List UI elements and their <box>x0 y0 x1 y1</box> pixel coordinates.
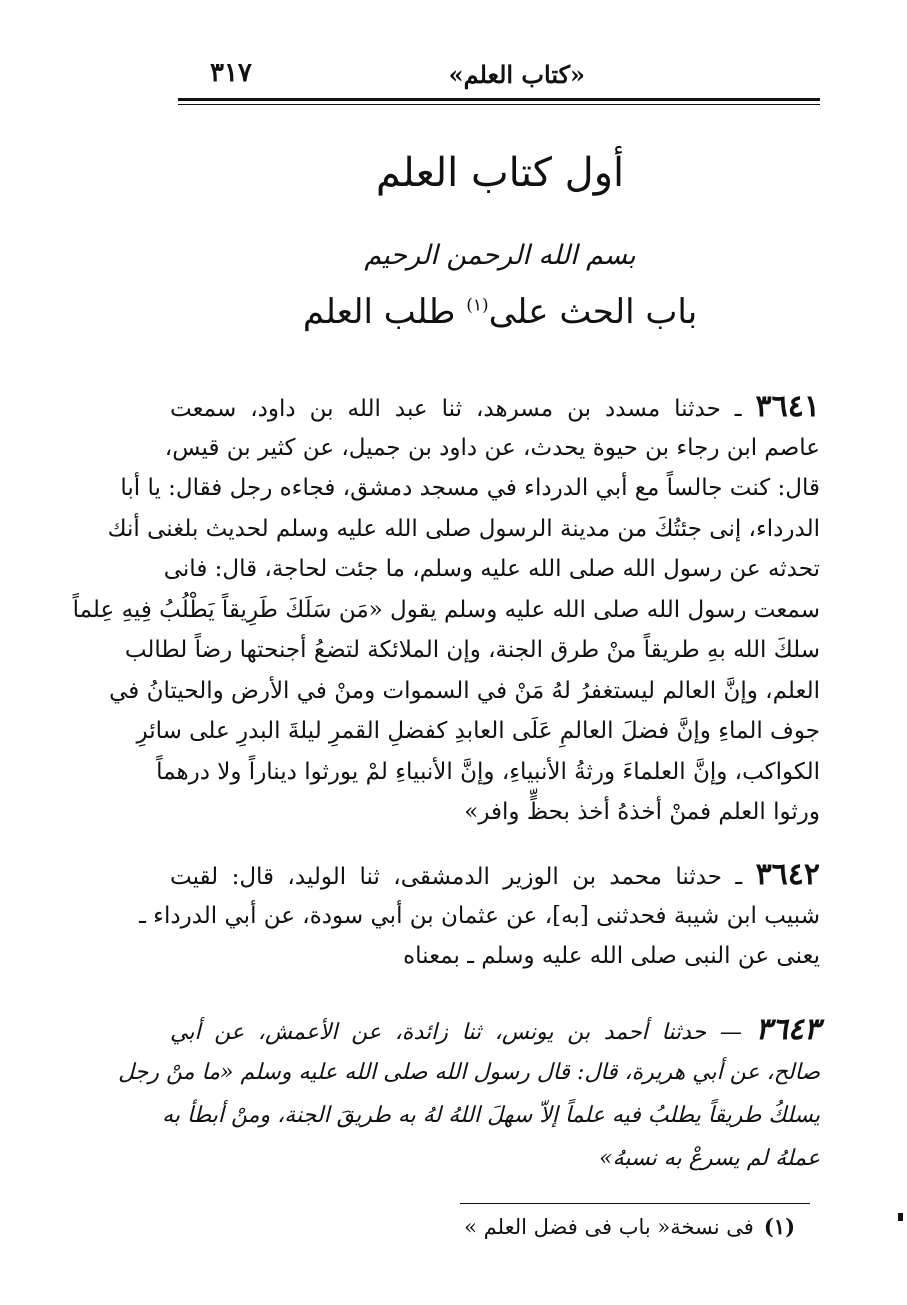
hadith-line: صالح، عن أبي هريرة، قال: قال رسول الله صلى الله عليه وسلم «ما منْ رجل <box>118 1060 820 1085</box>
hadith-text: — حدثنا أحمد بن يونس، ثنا زائدة، عن الأعمش، عن أبي <box>170 1020 742 1045</box>
running-header <box>180 52 820 102</box>
hadith-line: يسلكُ طريقاً يطلبُ فيه علماً إلاّ سهلَ اللهُ لهُ به طريقَ الجنة، ومنْ أبطأ به <box>162 1103 820 1128</box>
hadith-line <box>170 855 820 896</box>
hadith-text: ـ حدثنا محمد بن الوزير الدمشقى، ثنا الوليد، قال: لقيت <box>170 864 743 890</box>
hadith-line: يعنى عن النبى صلى الله عليه وسلم ـ بمعناه <box>403 943 820 969</box>
hadith-line: الدرداء، إنى جئتُكَ من مدينة الرسول صلى الله عليه وسلم لحديث بلغنى أنك <box>107 515 820 542</box>
footnote-rule <box>460 1203 810 1204</box>
hadith-line: شبيب ابن شيبة فحدثنى [به]، عن عثمان بن أبي سودة، عن أبي الدرداء ـ <box>139 902 820 929</box>
footnote-marker: (١) <box>763 1214 795 1239</box>
hadith-line: تحدثه عن رسول الله صلى الله عليه وسلم، ما جئت لحاجة، قال: فانى <box>163 556 820 582</box>
hadith-line: جوف الماءِ وإنَّ فضلَ العالمِ عَلَى العابدِ كفضلِ القمرِ ليلةَ البدرِ على سائرِ <box>136 718 820 744</box>
hadith-line: العلم، وإنَّ العالم ليستغفرُ لهُ مَنْ في السموات ومنْ في الأرض والحيتانُ في <box>109 677 820 704</box>
book-title: أول كتاب العلم <box>375 150 625 196</box>
hadith-line: عاصم ابن رجاء بن حيوة يحدث، عن داود بن جميل، عن كثير بن قيس، <box>164 434 820 461</box>
hadith-line: سلكَ الله بهِ طريقاً منْ طرق الجنة، وإن الملائكة لتضعُ أجنحتها رضاً لطالب <box>124 637 820 663</box>
footnote <box>464 1214 795 1239</box>
footnote-text: فى نسخة« باب فى فضل العلم » <box>464 1215 754 1239</box>
hadith-number: ٣٦٤٣ <box>755 1012 820 1047</box>
running-title: «كتاب العلم» <box>448 60 585 89</box>
hadith-line: عملهُ لم يسرعْ به نسبهُ» <box>599 1146 820 1171</box>
header-rule <box>178 98 820 101</box>
hadith-line <box>170 1008 820 1051</box>
chapter-title-after: طلب العلم <box>302 292 456 332</box>
page-number: ٣١٧ <box>210 58 252 88</box>
hadith-number: ٣٦٤٢ <box>755 857 821 892</box>
hadith-line: الكواكب، وإنَّ العلماءَ ورثةُ الأنبياءِ، وإنَّ الأنبياءِ لمْ يورثوا ديناراً ولا درهماً <box>156 758 820 785</box>
basmala: بسم الله الرحمن الرحيم <box>364 240 636 271</box>
chapter-title <box>160 292 840 332</box>
hadith-3641 <box>72 387 820 833</box>
header-rule-thin <box>178 104 820 105</box>
scan-edge-mark <box>898 1213 903 1221</box>
footnote-reference: (١) <box>466 295 489 316</box>
hadith-line: ورثوا العلم فمنْ أخذهُ أخذ بحظٍّ وافر» <box>464 799 820 825</box>
hadith-line: قال: كنت جالساً مع أبي الدرداء في مسجد دمشق، فجاءه رجل فقال: يا أبا <box>120 475 820 501</box>
hadith-text: ـ حدثنا مسدد بن مسرهد، ثنا عبد الله بن داود، سمعت <box>170 396 742 422</box>
hadith-line: سمعت رسول الله صلى الله عليه وسلم يقول «مَن سَلَكَ طَرِيقاً يَطْلُبُ فِيهِ عِلماً <box>72 596 820 623</box>
chapter-title-before: باب الحث على <box>488 292 698 332</box>
hadith-3642 <box>139 855 821 977</box>
hadith-3643 <box>118 1008 820 1180</box>
hadith-number: ٣٦٤١ <box>755 389 820 424</box>
hadith-line <box>170 387 820 428</box>
